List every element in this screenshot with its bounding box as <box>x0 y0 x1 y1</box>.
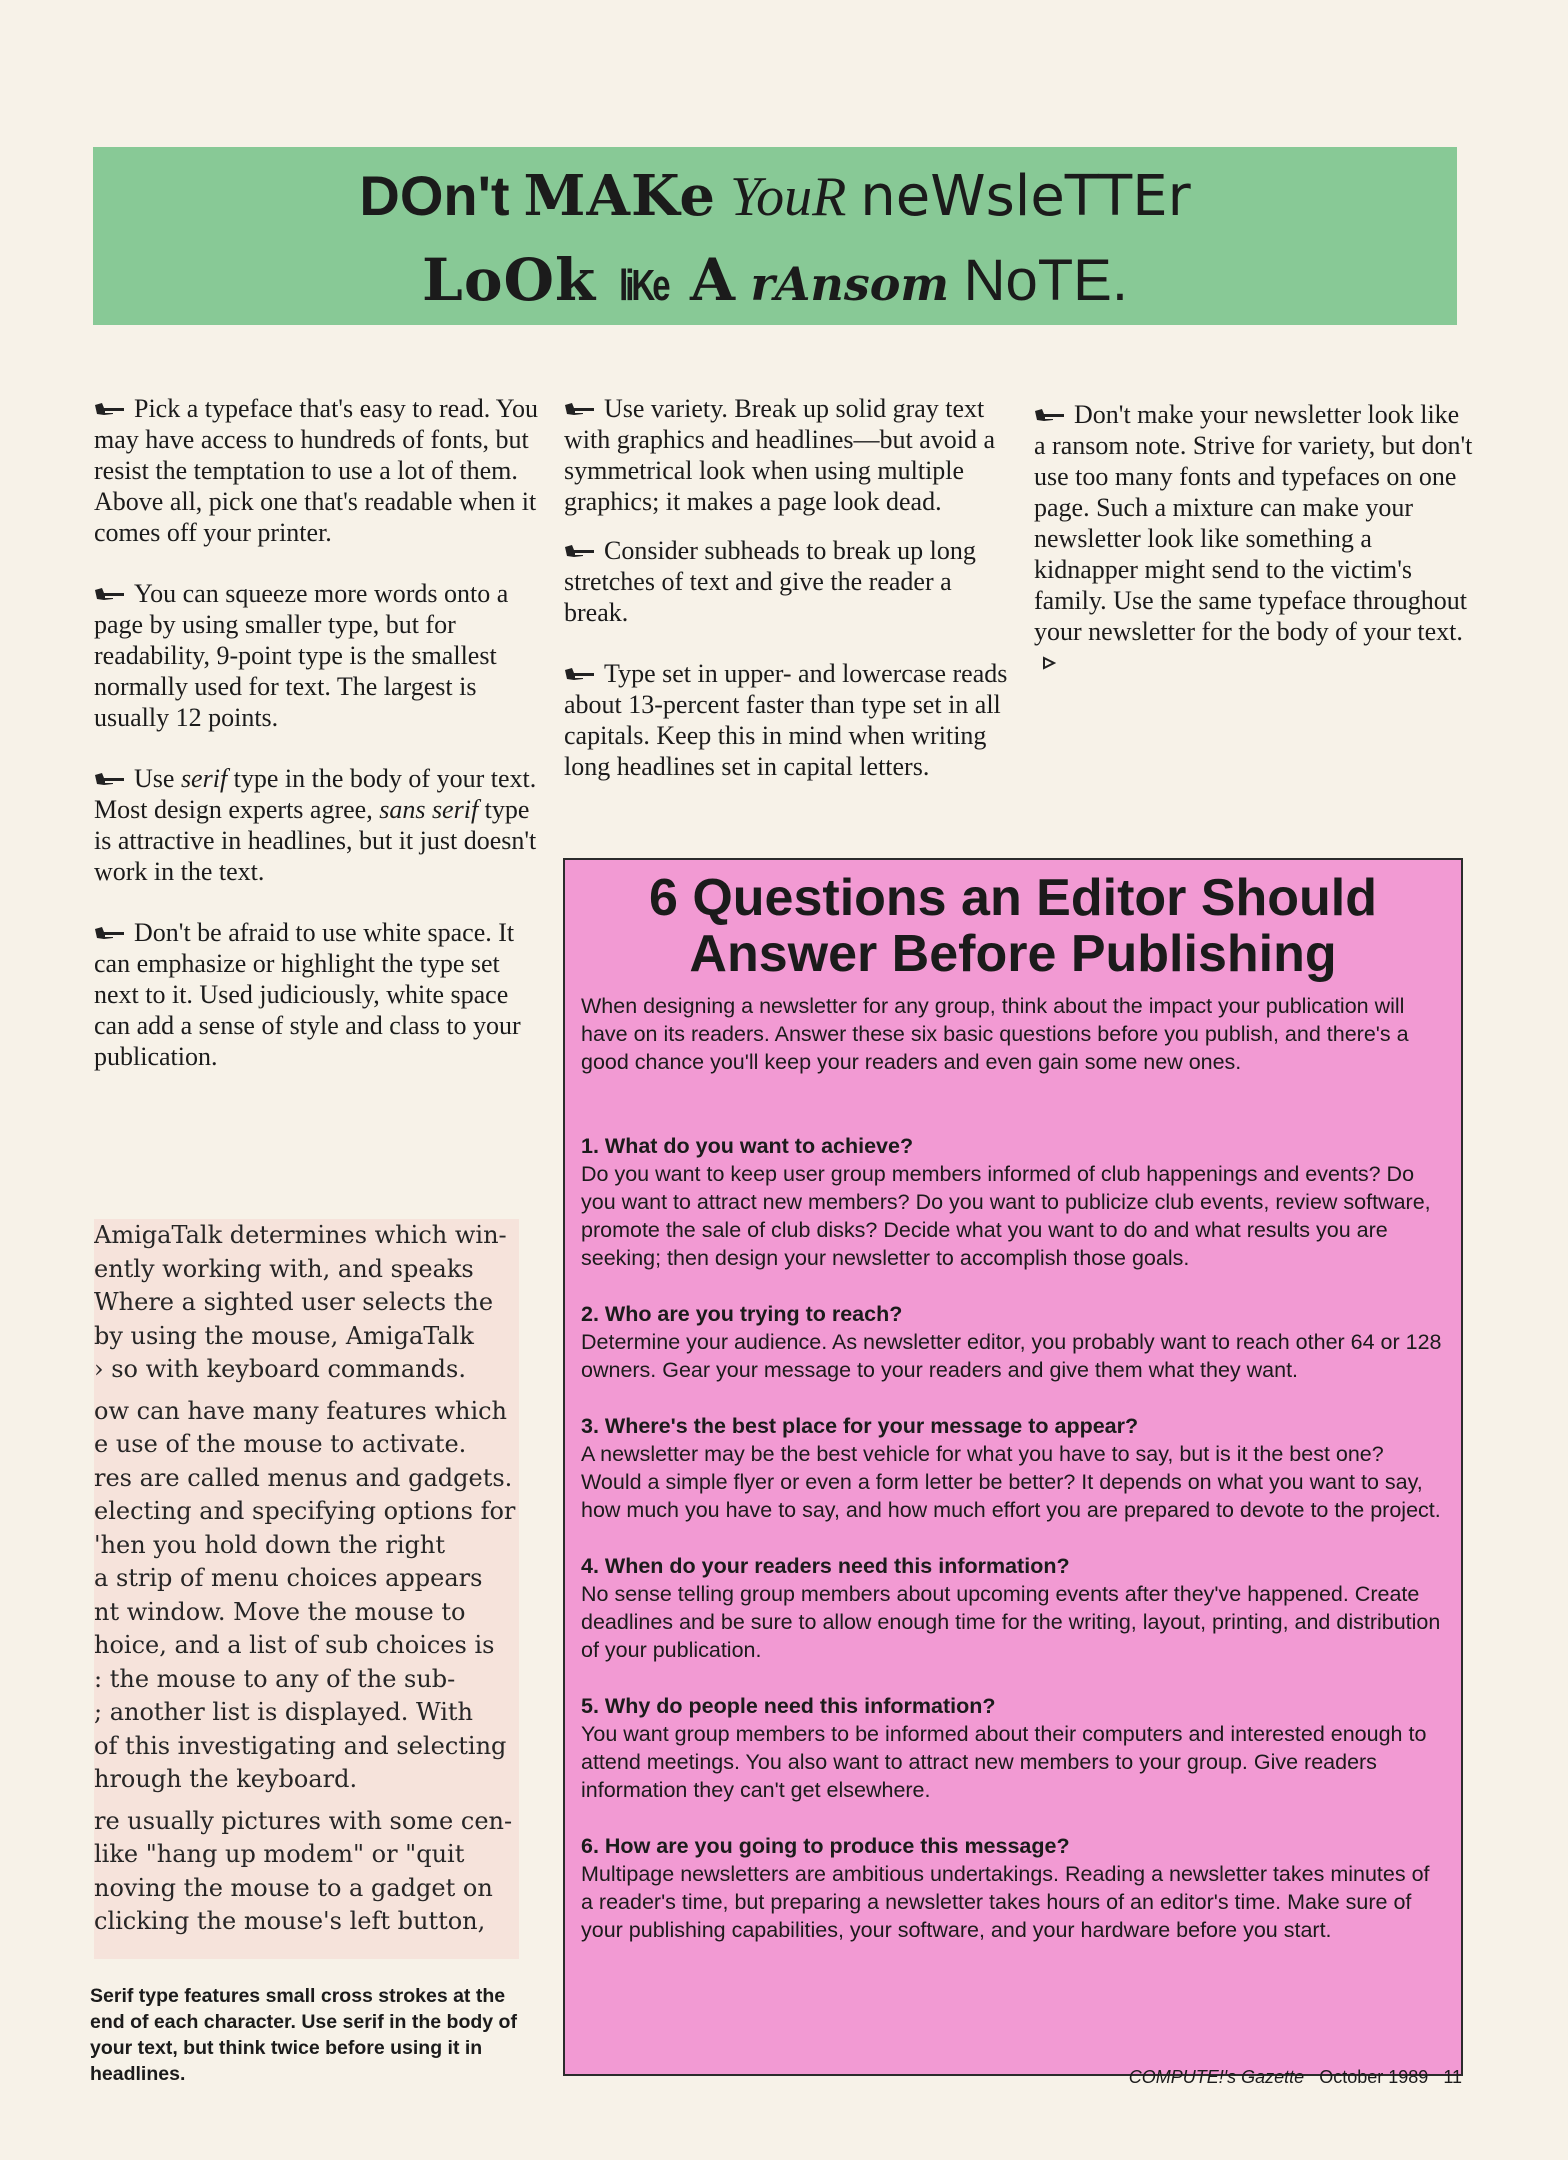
question-answer: Multipage newsletters are ambitious undertakings. Reading a newsletter takes minutes of a reader's time, but preparing a newsletter takes hours of an editor's time. Make sure of your publishing capabilities, your software, and your hardware before you start. <box>581 1862 1430 1942</box>
sample-line: noving the mouse to a gadget on <box>94 1873 493 1902</box>
headline-word: rAnsom <box>750 257 950 311</box>
questions-list <box>581 1132 1445 1972</box>
headline-word: A <box>689 246 736 314</box>
headline-line-1 <box>93 159 1457 234</box>
pointing-hand-icon <box>94 769 126 789</box>
headline-word: liKe <box>618 261 668 310</box>
pointing-hand-icon <box>1034 405 1066 425</box>
sample-paragraph <box>94 1395 519 1797</box>
headline-word: neWsleTTEr <box>860 164 1191 229</box>
headline-word: MAKe <box>523 163 717 229</box>
tip-paragraph: Pick a typeface that's easy to read. You may have access to hundreds of fonts, but resist the temptation to use a lot of them. Above all, pick one that's readable when it comes off your printer. <box>94 394 538 547</box>
pointing-hand-icon <box>564 541 596 561</box>
question-item <box>581 1412 1445 1524</box>
questions-box-intro: When designing a newsletter for any group, think about the impact your publication will have on its readers. Answer these six basic questions before you publish, and there's a good chance you'll keep your readers and even gain some new ones. <box>581 994 1409 1074</box>
sample-line: re usually pictures with some cen- <box>94 1806 513 1835</box>
tip-paragraph: Type set in upper- and lowercase reads about 13-percent faster than type set in all capitals. Keep this in mind when writing long headlines set in capital letters. <box>564 659 1008 781</box>
sample-line: : the mouse to any of the sub- <box>94 1664 456 1693</box>
pointing-hand-icon <box>564 399 596 419</box>
sample-line: › so with keyboard commands. <box>94 1355 466 1383</box>
question-item <box>581 1132 1445 1272</box>
question-heading: 5. Why do people need this information? <box>581 1694 996 1718</box>
question-answer: A newsletter may be the best vehicle for what you have to say, but is it the best one? Would a simple flyer or even a form letter be better? It depends on what you want to say, how much you have to say, and how much effort you are prepared to devote to the project. <box>581 1442 1441 1522</box>
publication-name: COMPUTE!'s Gazette <box>1128 2067 1305 2087</box>
sample-line: nt window. Move the mouse to <box>94 1597 466 1626</box>
question-heading: 2. Who are you trying to reach? <box>581 1302 903 1326</box>
sample-line: 'hen you hold down the right <box>94 1530 445 1559</box>
question-answer: Determine your audience. As newsletter editor, you probably want to reach other 64 or 128 owners. Gear your message to your readers and give them what they want. <box>581 1330 1442 1382</box>
question-item <box>581 1300 1445 1384</box>
pointing-hand-icon <box>94 923 126 943</box>
serif-sample-text <box>94 1219 519 1959</box>
sample-line: ; another list is displayed. With <box>94 1698 474 1726</box>
end-mark-icon <box>1042 656 1056 670</box>
sample-line: electing and specifying options for <box>94 1497 516 1525</box>
tip-paragraph: Use serif type in the body of your text. Most design experts agree, sans serif type is attractive in headlines, but it just doesn't work in the text. <box>94 764 537 886</box>
headline-word: DOn't <box>359 164 510 227</box>
pointing-hand-icon <box>94 584 126 604</box>
tips-column-1 <box>94 393 544 1102</box>
issue-date: October 1989 <box>1319 2067 1429 2087</box>
question-heading: 6. How are you going to produce this message? <box>581 1834 1070 1858</box>
sample-line: Where a sighted user selects the <box>94 1288 494 1316</box>
headline-word: NoTE. <box>963 248 1128 313</box>
headline-word: LoOk <box>422 246 597 314</box>
sample-line: hoice, and a list of sub choices is <box>94 1631 495 1659</box>
tip-paragraph: Don't make your newsletter look like a ransom note. Strive for variety, but don't use too many fonts and typefaces on one page. Such a mixture can make your newsletter look like something a kidnapper might send to the victim's family. Use the same typeface throughout your newsletter for the body of your text. <box>1034 399 1474 678</box>
questions-box-title: 6 Questions an Editor Should Answer Before Publishing <box>648 869 1378 983</box>
question-heading: 3. Where's the best place for your message to appear? <box>581 1414 1139 1438</box>
questions-box <box>563 858 1463 2076</box>
sample-line: of this investigating and selecting <box>94 1731 507 1760</box>
sample-paragraph <box>94 1219 519 1387</box>
page-number: 11 <box>1443 2067 1462 2087</box>
sample-line: AmigaTalk determines which win- <box>94 1221 507 1249</box>
headline-word: YouR <box>730 166 847 228</box>
sample-line: res are called menus and gadgets. <box>94 1463 513 1492</box>
headline-line-2 <box>93 243 1457 323</box>
question-answer: Do you want to keep user group members informed of club happenings and events? Do you want to attract new members? Do you want to publicize club events, review software, promote the sale of club disks? Decide what you want to do and what results you are seeking; then design your newsletter to accomplish those goals. <box>581 1162 1431 1270</box>
sample-line: clicking the mouse's left button, <box>94 1907 486 1935</box>
sample-line: a strip of menu choices appears <box>94 1564 483 1592</box>
headline-banner <box>93 147 1457 325</box>
question-heading: 4. When do your readers need this information? <box>581 1554 1070 1578</box>
sample-line: hrough the keyboard. <box>94 1765 358 1793</box>
pointing-hand-icon <box>94 399 126 419</box>
sample-paragraph <box>94 1805 519 1939</box>
sample-line: ently working with, and speaks <box>94 1254 474 1283</box>
sample-line: like "hang up modem" or "quit <box>94 1840 465 1868</box>
tips-column-2 <box>564 393 1014 800</box>
pointing-hand-icon <box>564 664 596 684</box>
tip-paragraph: You can squeeze more words onto a page by using smaller type, but for readability, 9-point type is the smallest normally used for text. The largest is usually 12 points. <box>94 579 509 732</box>
sample-line: ow can have many features which <box>94 1396 508 1425</box>
question-item <box>581 1832 1445 1944</box>
tip-paragraph: Use variety. Break up solid gray text with graphics and headlines—but avoid a symmetrical look when using multiple graphics; it makes a page look dead. <box>564 394 996 516</box>
tip-paragraph: Consider subheads to break up long stretches of text and give the reader a break. <box>564 536 976 627</box>
sample-line: by using the mouse, AmigaTalk <box>94 1321 474 1350</box>
question-heading: 1. What do you want to achieve? <box>581 1134 914 1158</box>
figure-caption: Serif type features small cross strokes at the end of each character. Use serif in the body of your text, but think twice before using it in headlines. <box>90 1985 517 2085</box>
page-footer <box>1000 2065 1462 2089</box>
sample-line: e use of the mouse to activate. <box>94 1430 467 1458</box>
question-item <box>581 1552 1445 1664</box>
tips-column-3 <box>1034 399 1474 708</box>
question-item <box>581 1692 1445 1804</box>
tip-paragraph: Don't be afraid to use white space. It can emphasize or highlight the type set next to it. Used judiciously, white space can add a sense of style and class to your publication. <box>94 918 521 1071</box>
question-answer: No sense telling group members about upcoming events after they've happened. Create deadlines and be sure to allow enough time for the writing, layout, printing, and distribution of your publication. <box>581 1582 1441 1662</box>
question-answer: You want group members to be informed about their computers and interested enough to attend meetings. You also want to attract new members to your group. Give readers information they can't get elsewhere. <box>581 1722 1427 1802</box>
